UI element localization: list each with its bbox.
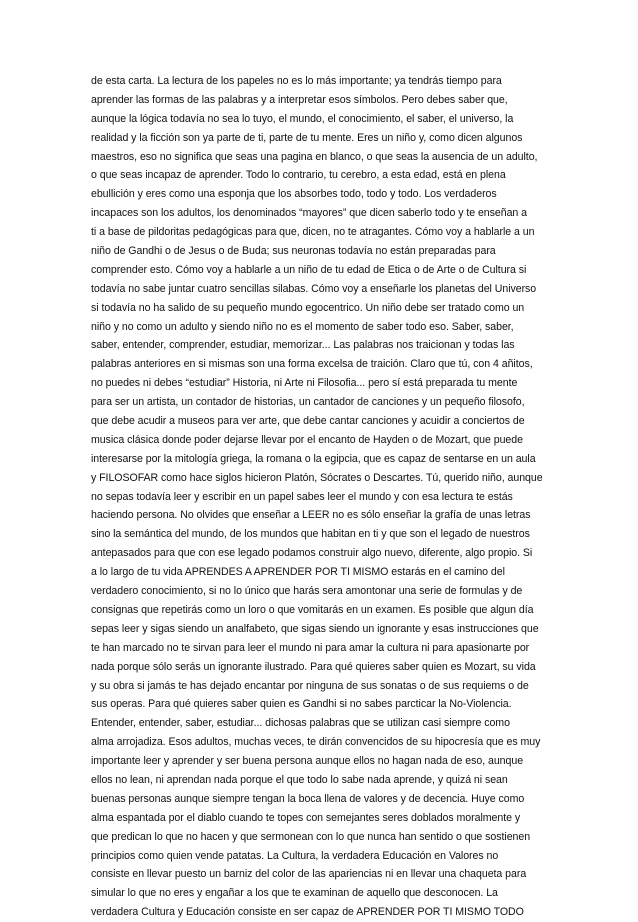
text-line: si todavía no ha salido de su pequeño mundo egocentrico. Un niño debe ser tratado como un — [91, 301, 525, 314]
text-line: haciendo persona. No olvides que enseñar a LEER no es sólo enseñar la grafía de unas letras — [91, 509, 531, 522]
text-line: incapaces son los adultos, los denominados “mayores” que dicen saberlo todo y te enseñan a — [91, 207, 528, 220]
text-line: comprender esto. Cómo voy a hablarle a un niño de tu edad de Etica o de Arte o de Cultura si — [91, 263, 527, 276]
text-line: musica clásica donde poder dejarse llevar por el encanto de Hayden o de Mozart, que puede — [91, 433, 523, 446]
text-line: ellos no lean, ni aprendan nada porque el que todo lo sabe nada aprende, y quizá ni sean — [91, 773, 508, 786]
text-line: o que seas incapaz de aprender. Todo lo contrario, tu cerebro, a esta edad, está en plena — [91, 169, 506, 182]
text-line: buenas personas aunque siempre tengan la boca llena de valores y de decencia. Huye como — [91, 792, 525, 805]
text-line: que debe acudir a museos para ver arte, que debe cantar canciones y acuidir a conciertos de — [91, 415, 525, 428]
text-line: nada porque sólo serás un ignorante ilustrado. Para qué quieres saber quien es Mozart, su vida — [91, 660, 536, 673]
text-line: interesarse por la mitología griega, la romana o la egipcia, que es capaz de sentarse en un aula — [91, 452, 536, 465]
text-line: no sepas todavía leer y escribir en un papel sabes leer el mundo y con esa lectura te estás — [91, 490, 513, 503]
text-line: niño y no como un adulto y siendo niño no es el momento de saber todo eso. Saber, saber, — [91, 320, 514, 333]
text-line: verdadera Cultura y Educación consiste en ser capaz de APRENDER POR TI MISMO TODO — [91, 906, 524, 919]
text-line: y su obra si jamás te has dejado encantar por ninguna de sus sonatas o de sus requiems o de — [91, 679, 529, 692]
text-line: de esta carta. La lectura de los papeles no es lo más importante; ya tendrás tiempo para — [91, 75, 502, 87]
text-line: realidad y la ficción son ya parte de ti, parte de tu mente. Eres un niño y, como dicen algunos — [91, 131, 523, 144]
text-line: simular lo que no eres y engañar a los que te examinan de aquello que desconocen. La — [91, 887, 498, 900]
text-line: sus operas. Para qué quieres saber quien es Gandhi si no sabes parcticar la No-Violencia. — [91, 698, 512, 711]
text-line: consiste en llevar puesto un barniz del color de las apariencias ni en llevar una chaqueta para — [91, 868, 527, 881]
body-text — [91, 72, 561, 922]
text-line: no puedes ni debes “estudiar” Historia, ni Arte ni Filosofia... pero sí está preparada tu mente — [91, 377, 518, 390]
text-line: que predican lo que no hacen y que sermonean con lo que nunca han sentido o que sostienen — [91, 830, 531, 843]
text-line: aprender las formas de las palabras y a interpretar esos símbolos. Pero debes saber que, — [91, 93, 508, 106]
text-line: verdadero conocimiento, si no lo único que harás sera amontonar una serie de formulas y de — [91, 585, 523, 598]
text-line: y FILOSOFAR como hace siglos hicieron Platón, Sócrates o Descartes. Tú, querido niño, aunque — [91, 471, 543, 484]
text-line: palabras anteriores en si mismas son una forma excelsa de traición. Claro que tú, con 4 añitos, — [91, 358, 533, 371]
text-line: maestros, eso no significa que seas una pagina en blanco, o que seas la ausencia de un adulto, — [91, 150, 538, 163]
text-line: consignas que repetirás como un loro o que vomitarás en un examen. Es posible que algun día — [91, 603, 534, 616]
text-line: aunque la lógica todavía no sea lo tuyo, el mundo, el conocimiento, el saber, el universo, la — [91, 112, 514, 125]
text-line: sepas leer y sigas siendo un analfabeto, que sigas siendo un ignorante y esas instrucciones que — [91, 622, 539, 635]
text-line: alma arrojadiza. Esos adultos, muchas veces, te dirán convencidos de su hipocresía que es muy — [91, 736, 541, 749]
text-line: te han marcado no te sirvan para leer el mundo ni para amar la cultura ni para apasionarte por — [91, 641, 530, 654]
text-line: Entender, entender, saber, estudiar... dichosas palabras que se utilizan casi siempre como — [91, 717, 510, 730]
text-line: a lo largo de tu vida APRENDES A APRENDER POR TI MISMO estarás en el camino del — [91, 566, 505, 579]
text-line: para ser un artista, un contador de historias, un cantador de canciones y un pequeño filosofo, — [91, 396, 525, 409]
text-line: ti a base de pildoritas pedagógicas para que, dicen, no te atragantes. Cómo voy a hablarle a un — [91, 226, 535, 239]
text-line: niño de Gandhi o de Jesus o de Buda; sus neuronas todavía no están preparadas para — [91, 245, 496, 258]
text-line: sino la semántica del mundo, de los mundos que habitan en ti y que son el legado de nuestros — [91, 528, 530, 541]
text-line: antepasados para que con ese legado podamos construir algo nuevo, diferente, algo propio. Si — [91, 547, 533, 560]
text-line: todavía no sabe juntar cuatro sencillas silabas. Cómo voy a enseñarle los planetas del Universo — [91, 282, 537, 295]
text-line: importante leer y aprender y ser buena persona aunque ellos no hagan nada de eso, aunque — [91, 755, 524, 768]
text-line: saber, entender, comprender, estudiar, memorizar... Las palabras nos traicionan y todas las — [91, 339, 515, 352]
text-line: alma espantada por el diablo cuando te topes con semejantes seres doblados moralmente y — [91, 811, 521, 824]
text-line: ebullición y eres como una esponja que los absorbes todo, todo y todo. Los verdaderos — [91, 188, 497, 201]
text-line: principios como quien vende patatas. La Cultura, la verdadera Educación en Valores no — [91, 849, 499, 862]
